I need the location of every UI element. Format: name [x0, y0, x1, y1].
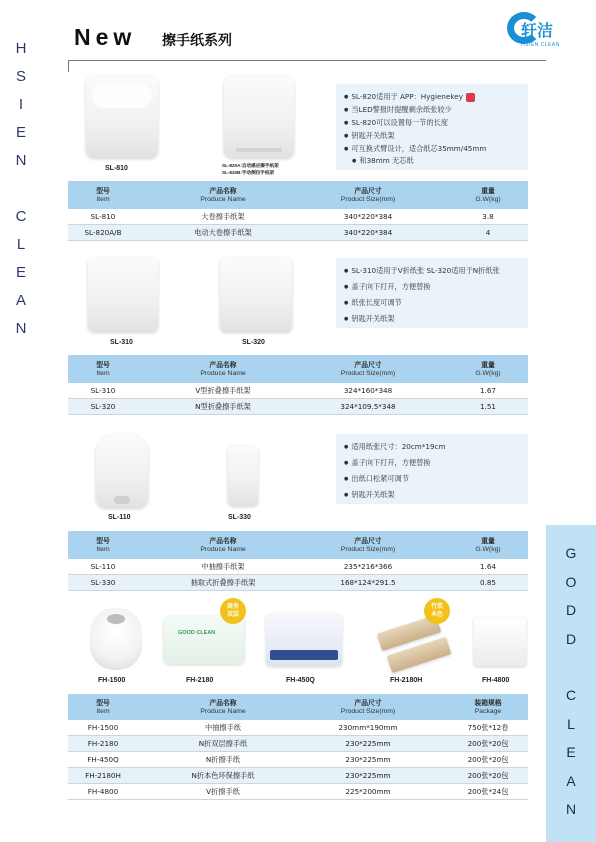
bamboo-pulp-badge: 竹浆 本色	[424, 598, 450, 624]
right-letter: L	[567, 715, 575, 732]
cell-name: 中抽擦手纸	[205, 723, 241, 732]
right-letter: N	[565, 801, 577, 817]
cell-size: 324*109.5*348	[340, 402, 396, 411]
col-item: 型号 Item	[96, 699, 110, 715]
left-letter: A	[15, 292, 26, 309]
left-letter: S	[15, 68, 26, 85]
product-note: SL-820A:自动感应擦手纸架	[222, 163, 279, 168]
col-item: 型号 Item	[96, 537, 110, 553]
cell-name: 电动大卷擦手纸架	[194, 228, 252, 237]
cell-item: SL-320	[90, 402, 116, 411]
col-weight: 重量 G.W(kg)	[475, 537, 501, 553]
col-name: 产品名称 Produce Name	[200, 361, 246, 377]
table-row	[68, 752, 528, 768]
cell-size: 235*216*366	[343, 562, 393, 571]
cell-item: FH-4800	[87, 787, 119, 796]
paper-outlet	[114, 496, 130, 504]
right-letter: E	[566, 744, 576, 760]
right-letter: D	[565, 602, 577, 618]
feature-item: ● 可互换式臂设计，适合纸芯35mm/45mm	[344, 144, 486, 154]
table-row	[68, 768, 528, 784]
feature-item: ● SL-820可以设置每一节的长度	[344, 118, 448, 128]
pack-brand-text: GOOD CLEAN	[178, 630, 216, 636]
cell-size: 230*225mm	[345, 739, 391, 748]
cell-size: 340*220*384	[343, 212, 393, 221]
right-vertical-brand	[558, 545, 584, 830]
double-layer-badge: 商务 双层	[220, 598, 246, 624]
cell-item: FH-450Q	[87, 755, 119, 764]
cell-weight: 1.67	[479, 386, 496, 395]
col-item: 型号 Item	[96, 361, 110, 377]
cell-package: 200张*20包	[467, 771, 509, 780]
table-row	[68, 559, 528, 575]
table-row	[68, 784, 528, 800]
cell-weight: 1.64	[479, 562, 496, 571]
dispenser-image	[228, 446, 258, 506]
feature-item: ● 钥匙开关纸架	[344, 131, 395, 141]
product-label: FH-2180H	[390, 677, 423, 684]
cell-item: SL-820A/B	[84, 228, 122, 237]
left-letter: N	[15, 152, 27, 169]
roll-core	[107, 614, 125, 624]
cell-size: 230mm*190mm	[338, 723, 398, 732]
right-letter: D	[565, 630, 577, 647]
cell-size: 168*124*291.5	[340, 578, 396, 587]
cell-item: FH-1500	[87, 723, 119, 732]
feature-item: ● 适用纸张尺寸：20cm*19cm	[344, 442, 445, 452]
cell-size: 324*160*348	[343, 386, 393, 395]
cell-weight: 0.85	[479, 578, 496, 587]
cell-name: 中抽擦手纸架	[201, 562, 245, 571]
logo-text-cn: 轩洁	[521, 21, 554, 40]
col-name: 产品名称 Produce Name	[200, 537, 246, 553]
cell-package: 750张*12卷	[467, 723, 509, 732]
header-divider	[68, 60, 546, 61]
feature-item: ● 盖子向下打开，方便替换	[344, 458, 430, 468]
table-header	[68, 694, 528, 720]
right-letter: O	[565, 573, 577, 590]
dispenser-image	[224, 76, 294, 158]
cell-package: 200张*20包	[467, 739, 509, 748]
col-package: 装箱规格 Package	[474, 699, 502, 715]
cell-item: SL-110	[90, 562, 116, 571]
cell-name: V折擦手纸	[206, 787, 240, 796]
feature-list-1	[336, 84, 528, 170]
feature-item: ● 出纸口松紧可调节	[344, 474, 409, 484]
feature-list-2	[336, 258, 528, 328]
product-label: SL-310	[110, 339, 133, 346]
table-header	[68, 355, 528, 383]
col-weight: 重量 G.W(kg)	[475, 361, 501, 377]
left-letter: H	[15, 40, 27, 57]
cell-item: FH-2180	[87, 739, 119, 748]
cell-item: SL-810	[90, 212, 116, 221]
product-label: SL-110	[108, 514, 131, 521]
cell-name: N折本色环保擦手纸	[191, 771, 255, 780]
logo-text-en: HSIEN CLEAN	[521, 42, 560, 48]
col-size: 产品尺寸 Product Size(mm)	[340, 361, 396, 377]
table-row	[68, 383, 528, 399]
cell-item: SL-310	[90, 386, 116, 395]
left-letter: E	[15, 124, 26, 141]
table-row	[68, 575, 528, 591]
left-letter: N	[15, 320, 27, 337]
cell-package: 200张*24包	[467, 787, 509, 796]
hygienekey-app-icon	[466, 93, 475, 102]
header-divider-tick	[68, 60, 69, 72]
left-letter: I	[18, 96, 24, 113]
right-letter: G	[565, 545, 577, 561]
feature-list-3	[336, 434, 528, 504]
col-item: 型号 Item	[96, 187, 110, 203]
dispenser-cover-highlight	[92, 84, 152, 108]
product-label: SL-320	[242, 339, 265, 346]
cell-size: 225*200mm	[345, 787, 391, 796]
col-weight: 重量 G.W(kg)	[475, 187, 501, 203]
left-letter: E	[15, 264, 26, 281]
table-row	[68, 209, 528, 225]
col-name: 产品名称 Produce Name	[200, 699, 246, 715]
product-label: FH-450Q	[286, 677, 315, 684]
col-size: 产品尺寸 Product Size(mm)	[340, 699, 396, 715]
left-vertical-brand	[10, 40, 32, 348]
cell-size: 230*225mm	[345, 755, 391, 764]
left-letter: C	[15, 208, 27, 225]
feature-item: ● SL-310适用于V折纸张 SL-320适用于N折纸张	[344, 266, 500, 276]
feature-item: ● 钥匙开关纸架	[344, 490, 395, 500]
cell-weight: 3.8	[482, 212, 494, 221]
cell-item: SL-330	[90, 578, 116, 587]
feature-item: ● SL-820适用于 APP：Hygienekey	[344, 92, 475, 102]
table-header	[68, 181, 528, 209]
pack-stripe	[270, 650, 338, 660]
tissue-box-image	[474, 618, 526, 666]
feature-item: ● 纸张长度可调节	[344, 298, 402, 308]
left-letter: L	[16, 236, 26, 253]
product-label: FH-4800	[482, 677, 510, 684]
right-letter: A	[566, 772, 576, 789]
col-size: 产品尺寸 Product Size(mm)	[340, 537, 396, 553]
brand-logo	[505, 8, 565, 48]
product-label: SL-330	[228, 514, 251, 521]
cell-name: N折双层擦手纸	[198, 739, 248, 748]
table-row	[68, 225, 528, 241]
feature-item: ● 钥匙开关纸架	[344, 314, 395, 324]
product-label: FH-2180	[186, 677, 214, 684]
cell-name: 大卷擦手纸架	[201, 212, 245, 221]
feature-item: ● 当LED警报时提醒剩余纸张较少	[344, 105, 452, 115]
dispenser-image	[88, 258, 158, 332]
table-row	[68, 736, 528, 752]
table-header	[68, 531, 528, 559]
feature-item: ● 盖子向下打开，方便替换	[344, 282, 430, 292]
paper-slot	[236, 148, 282, 152]
col-name: 产品名称 Produce Name	[200, 187, 246, 203]
page-subtitle: 擦手纸系列	[162, 33, 232, 49]
cell-weight: 1.51	[479, 402, 496, 411]
cell-name: N型折叠擦手纸架	[195, 402, 251, 411]
product-label: SL-810	[105, 165, 128, 172]
product-label: FH-1500	[98, 677, 126, 684]
cell-package: 200张*20包	[467, 755, 509, 764]
page-title: New	[74, 24, 137, 50]
cell-name: N折擦手纸	[205, 755, 241, 764]
cell-name: V型折叠擦手纸架	[195, 386, 251, 395]
cell-name: 抽取式折叠擦手纸架	[190, 578, 256, 587]
cell-size: 230*225mm	[345, 771, 391, 780]
cell-weight: 4	[485, 228, 491, 237]
table-row	[68, 399, 528, 415]
product-note: SL-820B:手动侧拉手纸架	[222, 170, 275, 175]
feature-item-continued: ● 和38mm 无芯纸	[352, 156, 414, 166]
col-size: 产品尺寸 Product Size(mm)	[340, 187, 396, 203]
right-letter: C	[565, 687, 577, 703]
cell-size: 340*220*384	[343, 228, 393, 237]
cell-item: FH-2180H	[85, 771, 121, 780]
dispenser-image	[220, 258, 292, 332]
table-row	[68, 720, 528, 736]
